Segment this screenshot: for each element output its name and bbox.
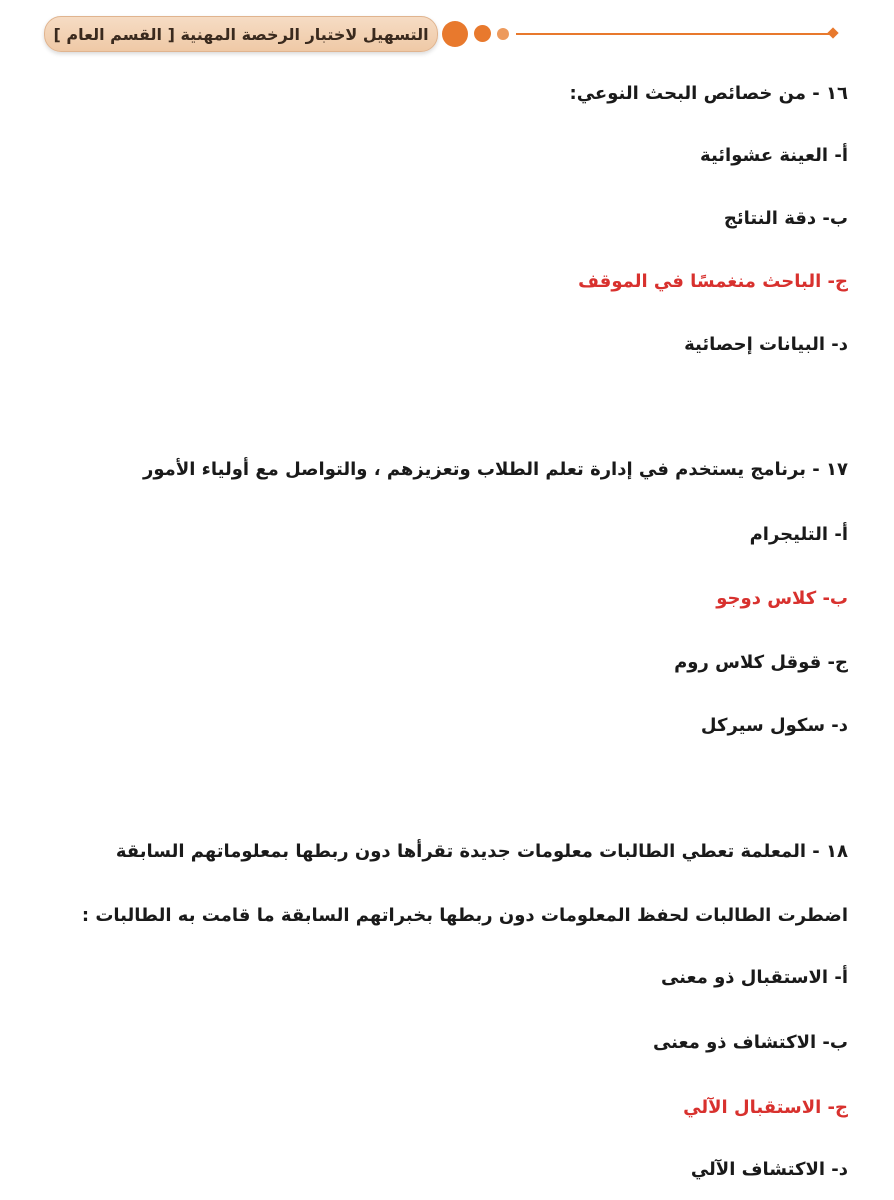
header-dot-medium — [474, 25, 491, 42]
question-16-option-d: د- البيانات إحصائية — [684, 334, 848, 355]
header-diamond-ornament — [827, 27, 838, 38]
page-header — [0, 10, 894, 58]
question-18-option-a: أ- الاستقبال ذو معنى — [660, 967, 848, 988]
question-18-option-d: د- الاكتشاف الآلي — [690, 1159, 848, 1180]
question-17-option-d: د- سكول سيركل — [700, 715, 848, 736]
question-16-option-b: ب- دقة النتائج — [723, 208, 848, 229]
question-16-option-a: أ- العينة عشوائية — [700, 145, 848, 166]
question-17-option-c: ج- قوقل كلاس روم — [674, 652, 848, 673]
question-18-text-line-2: اضطرت الطالبات لحفظ المعلومات دون ربطها بخبراتهم السابقة ما قامت به الطالبات : — [81, 905, 848, 926]
header-title: التسهيل لاختبار الرخصة المهنية [ القسم العام ] — [44, 16, 438, 52]
question-16-option-c-answer: ج- الباحث منغمسًا في الموقف — [578, 271, 848, 292]
header-dot-small — [497, 28, 509, 40]
header-dot-large — [442, 21, 468, 47]
question-18-option-b: ب- الاكتشاف ذو معنى — [652, 1032, 848, 1053]
question-17-text: ١٧ - برنامج يستخدم في إدارة تعلم الطلاب وتعزيزهم ، والتواصل مع أولياء الأمور — [143, 459, 848, 480]
question-17-option-b-answer: ب- كلاس دوجو — [716, 588, 848, 609]
question-18-text-line-1: ١٨ - المعلمة تعطي الطالبات معلومات جديدة تقرأها دون ربطها بمعلوماتهم السابقة — [115, 841, 848, 862]
header-divider-line — [516, 33, 832, 35]
question-18-option-c-answer: ج- الاستقبال الآلي — [683, 1097, 848, 1118]
question-17-option-a: أ- التليجرام — [749, 524, 848, 545]
question-16-text: ١٦ - من خصائص البحث النوعي: — [569, 83, 848, 104]
